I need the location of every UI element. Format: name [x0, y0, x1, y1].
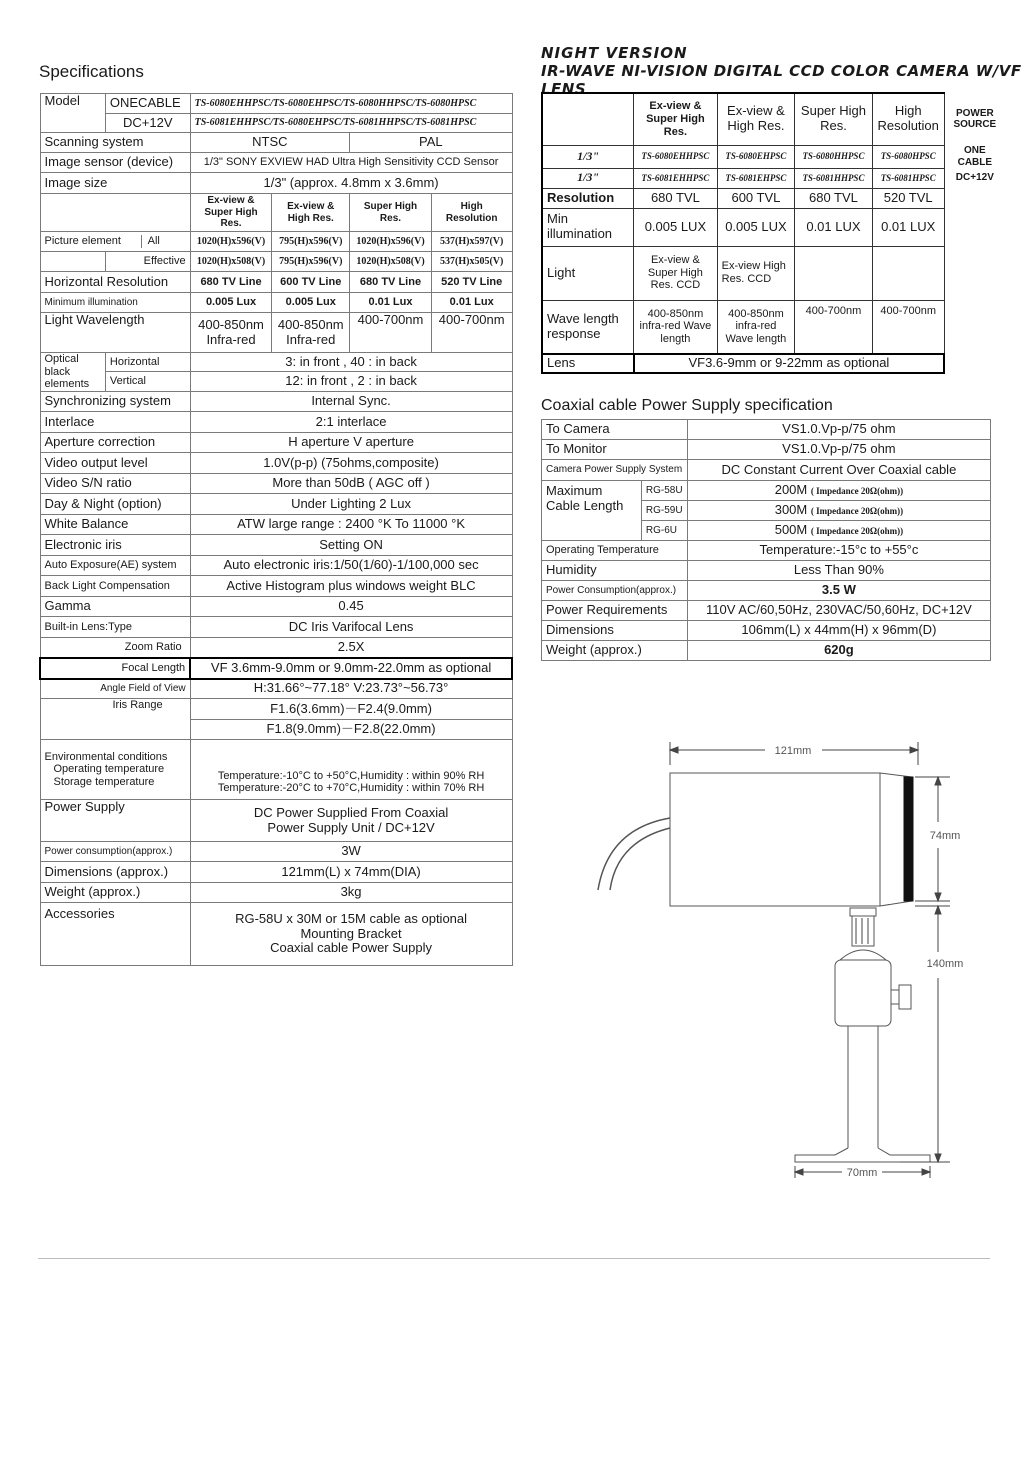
cable-length: 200M — [774, 482, 808, 498]
row-value: 1.0V(p-p) (75ohms,composite) — [190, 453, 512, 474]
wave-value-3: 400-700nm — [350, 313, 432, 353]
night-minill-4: 0.01 LUX — [872, 208, 944, 246]
night-wave-2: 400-850nm infra-red Wave length — [717, 300, 795, 354]
iris-value-2: F1.8(9.0mm)－F2.8(22.0mm) — [190, 720, 512, 740]
weight-value: 3kg — [190, 883, 512, 903]
row-label: Electronic iris — [40, 535, 190, 556]
hres-value-3: 680 TV Line — [350, 272, 432, 293]
optical-label — [40, 353, 105, 392]
night-lens-label: Lens — [542, 354, 634, 373]
row-label: White Balance — [40, 515, 190, 535]
blank-cell — [944, 300, 1006, 354]
focal-label: Focal Length — [40, 658, 190, 679]
night-col-head-3: Super High Res. — [795, 93, 873, 145]
night-minill-2: 0.005 LUX — [717, 208, 795, 246]
night-wave-label: Wave length response — [542, 300, 634, 354]
minill-value-1: 0.005 Lux — [190, 293, 272, 313]
blank-cell — [40, 194, 190, 232]
row-value: Auto electronic iris:1/50(1/60)-1/100,000 sec — [190, 556, 512, 576]
coax-row-value: 110V AC/60,50Hz, 230VAC/50,60Hz, DC+12V — [687, 601, 990, 621]
night-minill-label: Min illumination — [542, 208, 634, 246]
coax-row-label: Power Consumption(approx.) — [542, 581, 688, 601]
night-version-table — [541, 92, 1007, 374]
coax-row-value: Less Than 90% — [687, 561, 990, 581]
all-label: All — [141, 235, 186, 248]
wave-value-2: 400-850nm Infra-red — [272, 313, 350, 353]
col-head-exview-high: Ex-view & High Res. — [272, 194, 350, 232]
coax-row-value: 620g — [687, 641, 990, 661]
env-value — [190, 740, 512, 800]
coaxial-table — [541, 419, 991, 661]
weight-label: Weight (approx.) — [40, 883, 190, 903]
specifications-table — [39, 93, 513, 966]
cable-type: RG-59U — [641, 501, 687, 521]
row-value: H aperture V aperture — [190, 433, 512, 453]
iris-value-1: F1.6(3.6mm)－F2.4(9.0mm) — [190, 699, 512, 720]
minill-label: Minimum illumination — [40, 293, 190, 313]
row-label: Synchronizing system — [40, 392, 190, 412]
all-value-2: 795(H)x596(V) — [272, 232, 350, 252]
eff-value-2: 795(H)x596(V) — [272, 252, 350, 272]
blank-cell — [40, 252, 105, 272]
power-label: Power Supply — [40, 800, 190, 842]
coaxial-title: Coaxial cable Power Supply specification — [541, 397, 833, 414]
power-value-2: Power Supply Unit / DC+12V — [267, 819, 435, 835]
picture-element-all-row — [40, 232, 190, 252]
power-value-1: DC Power Supplied From Coaxial — [253, 804, 449, 820]
hres-label: Horizontal Resolution — [40, 272, 190, 293]
blank-cell — [944, 354, 1006, 373]
cable-type: RG-58U — [641, 481, 687, 501]
row-label: Aperture correction — [40, 433, 190, 453]
row-label: Interlace — [40, 412, 190, 433]
env-value-2: Temperature:-20°C to +70°C,Humidity : within 70% RH — [217, 782, 485, 795]
optical-horizontal-value: 3: in front , 40 : in back — [190, 353, 512, 372]
scanning-label: Scanning system — [40, 133, 190, 153]
night-row2-model-1: TS-6081EHHPSC — [634, 168, 718, 188]
cable-type: RG-6U — [641, 521, 687, 541]
accessories-label: Accessories — [40, 903, 190, 966]
coax-row-value: 106mm(L) x 44mm(H) x 96mm(D) — [687, 621, 990, 641]
base-dimension-label: 70mm — [846, 1167, 878, 1179]
specifications-title: Specifications — [39, 62, 144, 81]
night-resolution-3: 680 TVL — [795, 188, 873, 208]
coax-row-value: Temperature:-15°c to +55°c — [687, 541, 990, 561]
night-light-2: Ex-view High Res. CCD — [717, 246, 795, 300]
dimensions-value: 121mm(L) x 74mm(DIA) — [190, 862, 512, 883]
dc-models: TS-6081EHHPSC/TS-6080EHPSC/TS-6081HHPSC/TS-6081HPSC — [190, 114, 512, 133]
optical-label-1: Optical black — [44, 353, 79, 378]
row-value: Active Histogram plus windows weight BLC — [190, 576, 512, 597]
night-row2-model-3: TS-6081HHPSC — [795, 168, 873, 188]
wave-value-1: 400-850nm Infra-red — [190, 313, 272, 353]
diameter-dimension-label: 74mm — [929, 830, 961, 842]
night-resolution-2: 600 TVL — [717, 188, 795, 208]
dc-label: DC+12V — [105, 114, 190, 133]
coax-row-label: Dimensions — [542, 621, 688, 641]
night-lens-value: VF3.6-9mm or 9-22mm as optional — [634, 354, 945, 373]
col-head-high-res: High Resolution — [431, 194, 512, 232]
night-row1-model-2: TS-6080EHPSC — [717, 145, 795, 168]
night-light-3 — [795, 246, 873, 300]
night-resolution-4: 520 TVL — [872, 188, 944, 208]
row-label: Gamma — [40, 597, 190, 617]
row-value: Setting ON — [190, 535, 512, 556]
zoom-value: 2.5X — [190, 638, 512, 658]
night-version-line1: NIGHT VERSION — [541, 44, 688, 62]
blank-cell — [944, 208, 1006, 246]
optical-label-2: elements — [44, 378, 90, 391]
coax-row-label: Weight (approx.) — [542, 641, 688, 661]
effective-label: Effective — [105, 252, 190, 272]
sensor-value: 1/3" SONY EXVIEW HAD Ultra High Sensitivity CCD Sensor — [190, 153, 512, 173]
row-value: 0.45 — [190, 597, 512, 617]
row-value: ATW large range : 2400 °K To 11000 °K — [190, 515, 512, 535]
model-label: Model — [40, 94, 105, 133]
minill-value-3: 0.01 Lux — [350, 293, 432, 313]
coax-row-value: 3.5 W — [687, 581, 990, 601]
minill-value-2: 0.005 Lux — [272, 293, 350, 313]
night-row1-model-1: TS-6080EHHPSC — [634, 145, 718, 168]
row-label: Video output level — [40, 453, 190, 474]
coax-row-label: Camera Power Supply System — [542, 460, 688, 481]
eff-value-1: 1020(H)x508(V) — [190, 252, 272, 272]
night-wave-3: 400-700nm — [795, 300, 873, 354]
coax-row-label: Power Requirements — [542, 601, 688, 621]
angle-value: H:31.66°~77.18° V:23.73°~56.73° — [190, 679, 512, 699]
focal-value: VF 3.6mm-9.0mm or 9.0mm-22.0mm as optional — [190, 658, 512, 679]
env-value-1: Temperature:-10°C to +50°C,Humidity : within 90% RH — [217, 769, 485, 782]
night-minill-1: 0.005 LUX — [634, 208, 718, 246]
coax-row-value: VS1.0.Vp-p/75 ohm — [687, 440, 990, 460]
accessories-value-3: Coaxial cable Power Supply — [270, 940, 432, 956]
row-value: Internal Sync. — [190, 392, 512, 412]
blank-cell — [542, 93, 634, 145]
sensor-label: Image sensor (device) — [40, 153, 190, 173]
accessories-value-2: Mounting Bracket — [300, 925, 402, 941]
picture-element-label: Picture element — [44, 235, 121, 248]
optical-horizontal-label: Horizontal — [105, 353, 190, 372]
night-row1-model-3: TS-6080HHPSC — [795, 145, 873, 168]
env-label — [40, 740, 190, 800]
night-row2-model-4: TS-6081HPSC — [872, 168, 944, 188]
onecable-label: ONECABLE — [105, 94, 190, 114]
row-label: Video S/N ratio — [40, 474, 190, 494]
env-label-1: Environmental conditions — [44, 750, 168, 763]
env-label-3: Storage temperature — [53, 775, 155, 788]
zoom-label: Zoom Ratio — [40, 638, 190, 658]
wave-value-4: 400-700nm — [431, 313, 512, 353]
night-resolution-label: Resolution — [542, 188, 634, 208]
night-light-1: Ex-view & Super High Res. CCD — [634, 246, 718, 300]
hres-value-1: 680 TV Line — [190, 272, 272, 293]
size-value: 1/3" (approx. 4.8mm x 3.6mm) — [190, 173, 512, 194]
row-label: Auto Exposure(AE) system — [40, 556, 190, 576]
footer-divider — [38, 1258, 990, 1259]
row-value: DC Iris Varifocal Lens — [190, 617, 512, 638]
minill-value-4: 0.01 Lux — [431, 293, 512, 313]
power-source-head: POWER SOURCE — [953, 107, 997, 130]
row-value: 2:1 interlace — [190, 412, 512, 433]
all-value-1: 1020(H)x596(V) — [190, 232, 272, 252]
night-version-line2: IR-WAVE NI-VISION DIGITAL CCD COLOR CAMERA W/VF LENS — [541, 62, 1022, 98]
coax-row-label: To Monitor — [542, 440, 688, 460]
optical-vertical-label: Vertical — [105, 372, 190, 392]
env-label-2: Operating temperature — [53, 763, 165, 776]
night-version-heading — [541, 44, 1024, 98]
wave-label: Light Wavelength — [40, 313, 190, 353]
row-label: Built-in Lens:Type — [40, 617, 190, 638]
cable-length: 500M — [774, 522, 808, 538]
night-row2-model-2: TS-6081EHPSC — [717, 168, 795, 188]
length-dimension-label: 121mm — [774, 745, 812, 757]
night-row1-power: ONE CABLE — [957, 145, 993, 168]
blank-cell — [944, 246, 1006, 300]
cable-value-row — [687, 481, 990, 501]
night-row1-model-4: TS-6080HPSC — [872, 145, 944, 168]
angle-label: Angle Field of View — [40, 679, 190, 699]
row-value: Under Lighting 2 Lux — [190, 494, 512, 515]
blank-cell — [944, 188, 1006, 208]
all-value-3: 1020(H)x596(V) — [350, 232, 432, 252]
height-dimension-label: 140mm — [926, 958, 964, 970]
scanning-ntsc: NTSC — [190, 133, 349, 153]
size-label: Image size — [40, 173, 190, 194]
consumption-label: Power consumption(approx.) — [40, 842, 190, 862]
eff-value-3: 1020(H)x508(V) — [350, 252, 432, 272]
coax-row-label: Humidity — [542, 561, 688, 581]
optical-vertical-value: 12: in front , 2 : in back — [190, 372, 512, 392]
power-value — [190, 800, 512, 842]
night-wave-1: 400-850nm infra-red Wave length — [634, 300, 718, 354]
cable-value-row — [687, 501, 990, 521]
dimensions-label: Dimensions (approx.) — [40, 862, 190, 883]
night-col-head-1: Ex-view & Super High Res. — [634, 93, 718, 145]
scanning-pal: PAL — [350, 133, 512, 153]
coax-row-value: DC Constant Current Over Coaxial cable — [687, 460, 990, 481]
night-col-head-4: High Resolution — [872, 93, 944, 145]
night-row2-power: DC+12V — [955, 172, 994, 184]
night-light-label: Light — [542, 246, 634, 300]
onecable-models: TS-6080EHHPSC/TS-6080EHPSC/TS-6080HHPSC/TS-6080HPSC — [190, 94, 512, 114]
coax-row-value: VS1.0.Vp-p/75 ohm — [687, 420, 990, 440]
col-head-super-high: Super High Res. — [350, 194, 432, 232]
night-row2-label: 1/3" — [542, 168, 634, 188]
cable-impedance: ( Impedance 20Ω(ohm)) — [810, 506, 904, 517]
accessories-value — [190, 903, 512, 966]
night-wave-4: 400-700nm — [872, 300, 944, 354]
camera-dimension-drawing — [560, 730, 990, 1190]
eff-value-4: 537(H)x505(V) — [431, 252, 512, 272]
hres-value-2: 600 TV Line — [272, 272, 350, 293]
all-value-4: 537(H)x597(V) — [431, 232, 512, 252]
night-minill-3: 0.01 LUX — [795, 208, 873, 246]
consumption-value: 3W — [190, 842, 512, 862]
coax-row-label: Operating Temperature — [542, 541, 688, 561]
night-light-4 — [872, 246, 944, 300]
coax-row-label: To Camera — [542, 420, 688, 440]
cable-value-row — [687, 521, 990, 541]
night-col-head-2: Ex-view & High Res. — [717, 93, 795, 145]
night-row1-label: 1/3" — [542, 145, 634, 168]
row-value: More than 50dB ( AGC off ) — [190, 474, 512, 494]
accessories-value-1: RG-58U x 30M or 15M cable as optional — [235, 910, 468, 926]
col-head-exview-super: Ex-view & Super High Res. — [190, 194, 272, 232]
cable-impedance: ( Impedance 20Ω(ohm)) — [810, 526, 904, 537]
night-resolution-1: 680 TVL — [634, 188, 718, 208]
iris-label: Iris Range — [40, 699, 190, 740]
row-label: Day & Night (option) — [40, 494, 190, 515]
row-label: Back Light Compensation — [40, 576, 190, 597]
hres-value-4: 520 TV Line — [431, 272, 512, 293]
max-cable-label: Maximum Cable Length — [542, 481, 642, 541]
cable-impedance: ( Impedance 20Ω(ohm)) — [810, 486, 904, 497]
cable-length: 300M — [774, 502, 808, 518]
